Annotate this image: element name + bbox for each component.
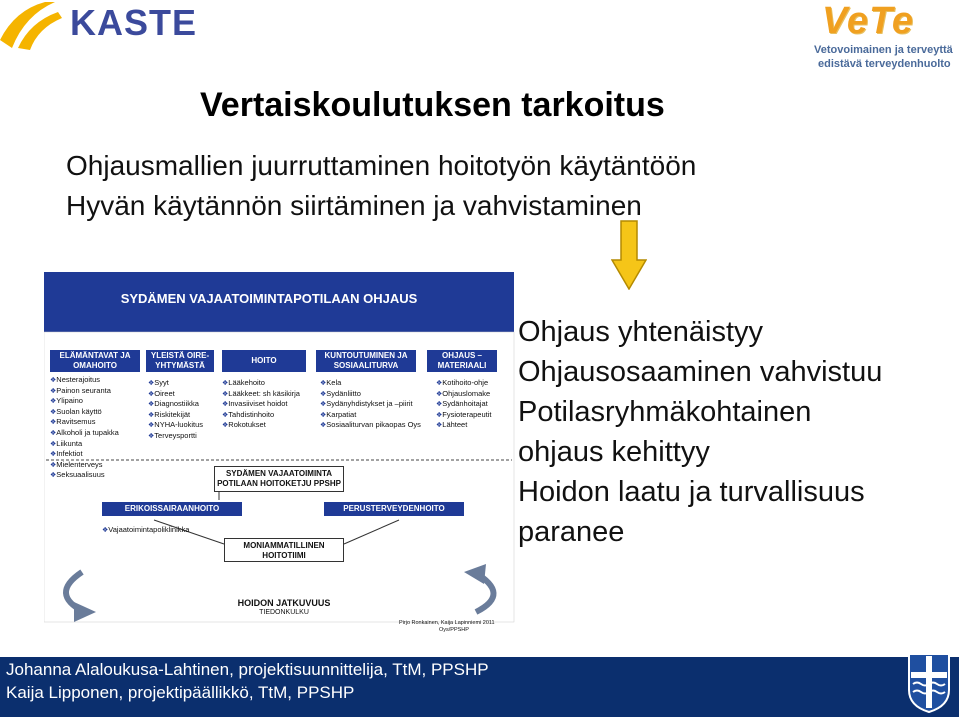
list-item: ❖ Sydänyhdistykset ja –piirit	[320, 399, 421, 410]
list-item: ❖ Ohjauslomake	[436, 389, 491, 400]
list-item: ❖ Ravitsemus	[50, 417, 119, 428]
diagram-credit-1: Pirjo Ronkainen, Kaija Lapinniemi 2011	[399, 620, 495, 626]
down-arrow-icon	[611, 220, 647, 290]
specialist-care-header: ERIKOISSAIRAANHOITO	[102, 502, 242, 516]
outcome-line: Hoidon laatu ja turvallisuus	[518, 476, 865, 508]
list-item: ❖ Fysioterapeutit	[436, 410, 491, 421]
clinic-list	[102, 525, 189, 536]
list-item: ❖ Diagnostiikka	[148, 399, 203, 410]
list-item: ❖ Liikunta	[50, 439, 119, 450]
diagram-title: SYDÄMEN VAJAATOIMINTAPOTILAAN OHJAUS	[120, 291, 418, 306]
list-item: ❖ Alkoholi ja tupakka	[50, 428, 119, 439]
list-item: ❖ Vajaatoimintapoliklinikka	[102, 525, 189, 536]
list-item: ❖ Terveysportti	[148, 431, 203, 442]
list-item: ❖ Invasiiviset hoidot	[222, 399, 300, 410]
list-item: ❖ Oireet	[148, 389, 203, 400]
page-title: Vertaiskoulutuksen tarkoitus	[200, 86, 665, 124]
outcome-line: ohjaus kehittyy	[518, 436, 710, 468]
list-item: ❖ Riskitekijät	[148, 410, 203, 421]
list-item: ❖ Seksuaalisuus	[50, 470, 119, 481]
intro-line-1: Ohjausmallien juurruttaminen hoitotyön käytäntöön	[66, 150, 697, 181]
list-item: ❖ Nesterajoitus	[50, 375, 119, 386]
list-item: ❖ Syyt	[148, 378, 203, 389]
list-item: ❖ NYHA-luokitus	[148, 420, 203, 431]
vete-subtitle-1: Vetovoimainen ja terveyttä	[814, 44, 953, 56]
list-item: ❖ Rokotukset	[222, 420, 300, 431]
guidance-diagram	[44, 272, 576, 657]
kaste-logo-text: KASTE	[70, 2, 198, 43]
crest-icon	[905, 650, 953, 714]
footer-author-2: Kaija Lipponen, projektipäällikkö, TtM, PPSHP	[6, 683, 355, 702]
diagram-credit-2: Oys/PPSHP	[439, 627, 469, 633]
continuation-label: HOIDON JATKUVUUS	[237, 598, 331, 608]
list-item: ❖ Karpatiat	[320, 410, 421, 421]
outcome-line: Potilasryhmäkohtainen	[518, 396, 812, 428]
list-item: ❖ Suolan käyttö	[50, 407, 119, 418]
column-list-rehab	[320, 378, 421, 431]
vete-logo-text: VeTe	[822, 0, 915, 42]
primary-care-header: PERUSTERVEYDENHOITO	[324, 502, 464, 516]
list-item: ❖ Ylipaino	[50, 396, 119, 407]
outcome-line: Ohjaus yhtenäistyy	[518, 316, 764, 348]
column-header-treatment: HOITO	[222, 350, 306, 372]
column-header-lifestyle: ELÄMÄNTAVAT JA OMAHOITO	[50, 350, 140, 372]
intro-line-2: Hyvän käytännön siirtäminen ja vahvistaminen	[66, 190, 642, 221]
list-item: ❖ Kotihoito-ohje	[436, 378, 491, 389]
list-item: ❖ Infektiot	[50, 449, 119, 460]
list-item: ❖ Lääkehoito	[222, 378, 300, 389]
column-list-syndrome	[148, 378, 203, 442]
column-header-rehab: KUNTOUTUMINEN JA SOSIAALITURVA	[316, 350, 416, 372]
footer-author-1: Johanna Alaloukusa-Lahtinen, projektisuunnittelija, TtM, PPSHP	[6, 660, 489, 679]
list-item: ❖ Lähteet	[436, 420, 491, 431]
outcomes-list	[518, 312, 882, 552]
column-list-treatment	[222, 378, 300, 431]
column-header-material: OHJAUS – MATERIAALI	[427, 350, 497, 372]
column-list-lifestyle	[50, 375, 119, 481]
list-item: ❖ Kela	[320, 378, 421, 389]
list-item: ❖ Sydänliitto	[320, 389, 421, 400]
column-list-material	[436, 378, 491, 431]
list-item: ❖ Painon seuranta	[50, 386, 119, 397]
list-item: ❖ Lääkkeet: sh käsikirja	[222, 389, 300, 400]
team-box: MONIAMMATILLINEN HOITOTIIMI	[224, 538, 344, 562]
list-item: ❖ Mielenterveys	[50, 460, 119, 471]
info-flow-label: TIEDONKULKU	[259, 609, 309, 616]
care-chain-box: SYDÄMEN VAJAATOIMINTA POTILAAN HOITOKETJU PPSHP	[214, 466, 344, 492]
vete-subtitle-2: edistävä terveydenhuolto	[818, 58, 951, 70]
outcome-line: Ohjausosaaminen vahvistuu	[518, 356, 883, 388]
list-item: ❖ Sydänhoitajat	[436, 399, 491, 410]
outcome-line: paranee	[518, 516, 625, 548]
list-item: ❖ Tahdistinhoito	[222, 410, 300, 421]
list-item: ❖ Sosiaaliturvan pikaopas Oys	[320, 420, 421, 431]
column-header-syndrome: YLEISTÄ OIRE-YHTYMÄSTÄ	[146, 350, 214, 372]
